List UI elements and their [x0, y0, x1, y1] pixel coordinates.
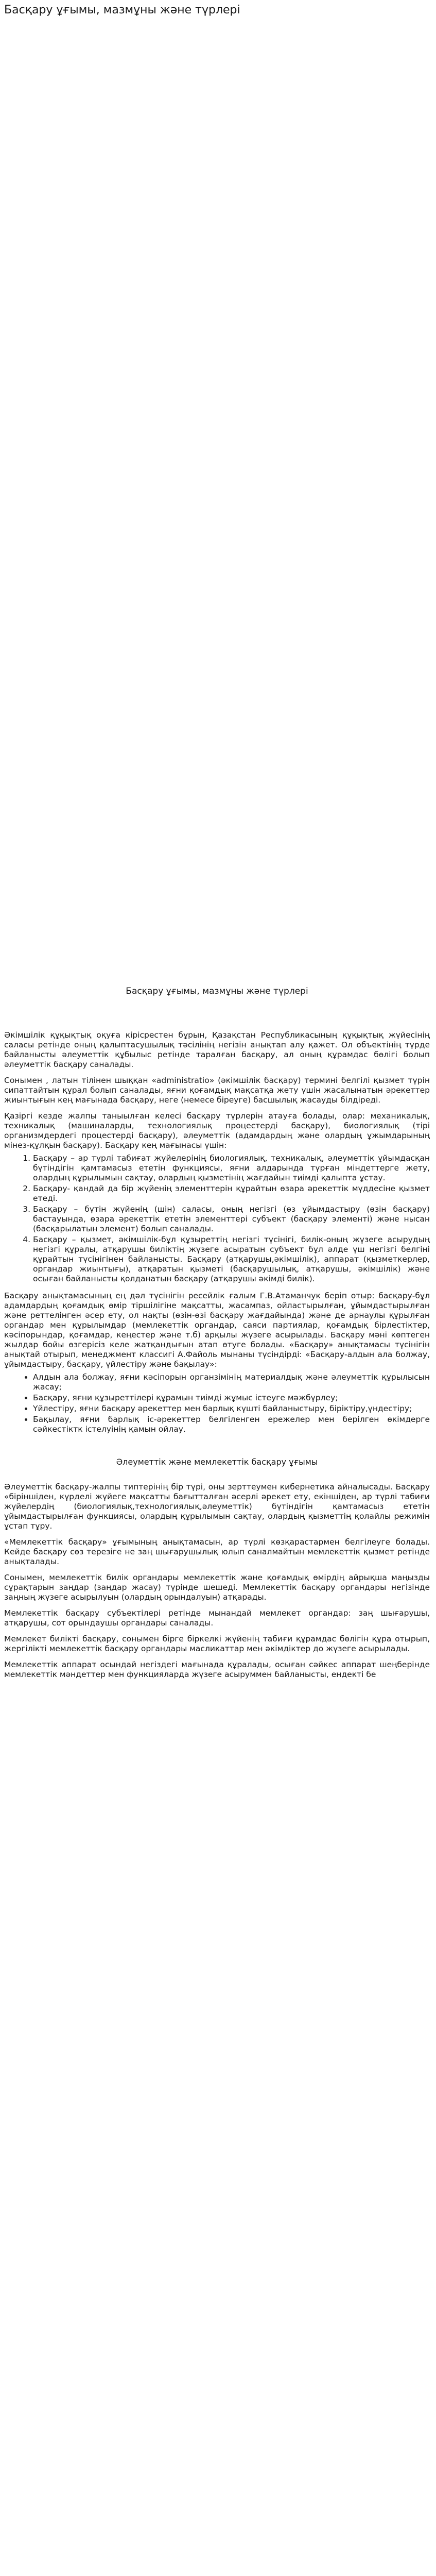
definition-paragraph: Басқару анықтамасының ең дәл түсінігін ресейлік ғалым Г.В.Атаманчук беріп отыр: басқару-бұл адамдардың қоғамдық өмір тіршілігіне мақсатты, жасампаз, ойластырылған, ұйымдастырылған және реттелінген әсер ету, ол нақты (өзін-өзі басқару жағдайында) және де арнаулы құрылған органдар мен құрылымдар (мемлекеттік органдар, саяси партиялар, қоғамдық бірлестіктер, кәсіпорындар, қоғамдар, кеңестер және т.б) арқылы жүзеге асырылады. Басқару мәні көптеген жылдар бойы өзгерісіз келе жатқандығын атап өтуге болады. «Басқару» анықтамасы түсінігін анықтай отырып, менеджмент классигі А.Файоль мынаны түсіндірді: «Басқару-алдын ала болжау, ұйымдастыру, басқару, үйлестіру және бақылау»: — [4, 1291, 430, 1369]
list-item: 4. Басқару – қызмет, әкімшілік-бұл құзыреттің негізгі түсінігі, билік-оның жүзеге асырудың негізгі құралы, атқарушы биліктің жүзеге асыратын субъект бұл әлде үш негізгі белгіні құрайтын түсінігінен байланысты. Басқару (атқарушы,әкімшілік), аппарат (қызметкерлер, органдар жиынтығы), атқаратын қызметі (басқарушылық, атқарушы, әкімшілік) және осыған байланысты қолданатын басқару (атқарушы әкімді билік). — [33, 1235, 430, 1284]
list-item: 2. Басқару- қандай да бір жүйенің элементтерін құрайтын өзара әрекеттік мүддесіне қызмет етеді. — [33, 1184, 430, 1204]
management-types-list — [4, 1154, 430, 1284]
document-heading: Басқару ұғымы, мазмұны және түрлері — [126, 986, 308, 996]
intro-paragraph-1: Әкімшілік құқықтық оқуға кірісрестен бұрын, Қазақстан Республикасының құқықтық жүйесінің саласы ретінде оның қалыптасушылық тәсілінің негізін анықтап алу қажет. Ол объектінің түрде байланысты әлеуметтік құбылыс ретінде таралған басқару, ал оның құрамдас бөлігі болып әлеуметтік басқару саналады. — [4, 1030, 430, 1069]
intro-paragraph-2: Сонымен , латын тілінен шыққан «administratio» (әкімшілік басқару) термині белгілі қызмет түрін сипаттайтын құрал болып саналады, яғни қоғамдық мақсатқа жету үшін жасалынатын әрекеттер жиынтығын кең мағынада басқару, неге (немесе біреуге) басшылық жасауды білдіреді. — [4, 1076, 430, 1105]
list-item: 1. Басқару – ар түрлі табиғат жүйелерінің биологиялық, техникалық, әлеуметтік ұйымдасқан бүтіндігін қамтамасыз ететін функциясы, яғни алдарында түрған міндеттерге жету, олардың құрылымын сақтау, олардың қызметінің жағдайын тиімді қалыпта ұстау. — [33, 1154, 430, 1183]
fayol-functions-list — [4, 1372, 430, 1434]
list-item: • Басқару, яғни құзыреттілері құрамын тиімді жұмыс істеуге мәжбүрлеу; — [33, 1393, 430, 1403]
list-item: • Бақылау, яғни барлық іс-әрекеттер белгіленген ережелер мен берілген өкімдерге сәйкестіктк істелуінің қамын ойлау. — [33, 1415, 430, 1434]
closing-paragraph-2: «Мемлекеттік басқару» ұғымының анықтамасын, ар түрлі көзқарастармен белгілеуге болады. Кейде басқару сөз терезіге не заң шығарушылық юлып саналмайтын мемлекеттік қызмет ретінде анықталады. — [4, 1537, 430, 1566]
blank-area — [4, 18, 430, 986]
closing-paragraph-5: Мемлекет билікті басқару, сонымен бірге біркелкі жүйенің табиғи құрамдас бөлігін құра отырып, жергілікті мемлекеттік басқару органдары масликаттар мен әкімдіктер до жүзеге асырылады. — [4, 1634, 430, 1653]
closing-paragraph-6: Мемлекеттік аппарат осындай негіздегі мағынада құралады, осыған сәйкес аппарат шеңберінде мемлекеттік мәндеттер мен функцияларда жүзеге асыруммен байланысты, ендекті бе — [4, 1660, 430, 1679]
intro-paragraph-3: Қазіргі кезде жалпы таныылған келесі басқару түрлерін атауға болады, олар: механикалық, техникалық (машиналарды, технологиялық процестерді басқару), биологиялық (тірі организмдердегі процестерді басқару), әлеуметтік (адамдардың және олардың ұжымдарының мінез-құлқын басқару). Басқару кең мағынасы үшін: — [4, 1111, 430, 1150]
list-item: • Үйлестіру, яғни басқару әрекеттер мен барлық күшті байланыстыру, біріктіру,үндестіру; — [33, 1404, 430, 1414]
page-title: Басқару ұғымы, мазмұны және түрлері — [4, 4, 240, 16]
list-item: • Алдын ала болжау, яғни кәсіпорын органзімінің материалдық және әлеуметтік құрылысын жасау; — [33, 1372, 430, 1392]
closing-paragraph-1: Әлеуметтік басқару-жалпы типтерінің бір түрі, оны зерттеумен кибернетика айналысады. Басқару «біріншіден, күрделі жүйеге мақсатты бағытталған әсерлі әрекет ету, екіншіден, ар түрлі табиғи жүйелердің (биологиялық,технологиялық,әлеуметтік) бүтіндігін қамтамасыз ететін ұйымдастырылған функциясы, олардың құрылымын сақтау, олардың қызметтің қолайлы режимін ұстап тұру. — [4, 1482, 430, 1531]
closing-paragraph-4: Мемлекеттік басқару субъектілері ретінде мынандай мемлекет органдар: заң шығарушы, атқарушы, сот орындаушы органдары саналады. — [4, 1608, 430, 1628]
list-item: 3. Басқару – бүтін жүйенің (шін) саласы, оның негізгі (өз ұйымдастыру (өзін басқару) бастауында, өзара әрекеттік ететін элементтері субъект (басқару элементі) және нысан (басқарылатын элемент) болып саналады. — [33, 1205, 430, 1234]
section-heading: Әлеуметтік және мемлекеттік басқару ұғымы — [116, 1457, 318, 1467]
closing-paragraph-3: Сонымен, мемлекеттік билік органдары мемлекеттік және қоғамдық өмірдің айрықша маңызды сұрақтарын заңдар (заңдар жасау) түрінде шешеді. Мемлекеттік басқару органдары негізінде заңның жүзеге асырылуын (олардың орындалуын) атқарады. — [4, 1573, 430, 1602]
